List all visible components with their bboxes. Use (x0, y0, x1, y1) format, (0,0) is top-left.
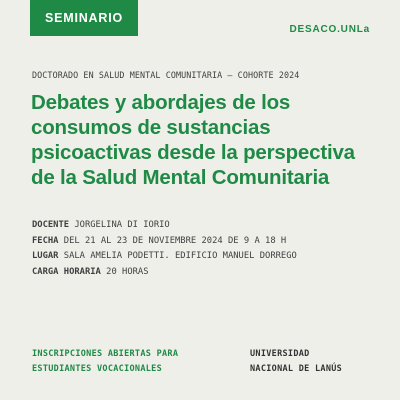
detail-value: 20 HORAS (106, 266, 149, 277)
detail-row-carga-horaria (32, 265, 372, 281)
university-line: NACIONAL DE LANÚS (250, 364, 343, 374)
seminar-tag: SEMINARIO (30, 0, 138, 36)
brand-name: DESACO.UNLa (289, 24, 370, 35)
detail-row-docente (32, 218, 372, 234)
detail-label: LUGAR (32, 251, 59, 261)
seminar-title: Debates y abordajes de los consumos de sustancias psicoactivas desde la perspectiva de la Salud Mental Comunitaria (31, 91, 355, 189)
detail-label: FECHA (32, 235, 59, 246)
university-name (250, 347, 380, 377)
program-line: DOCTORADO EN SALUD MENTAL COMUNITARIA — COHORTE 2024 (32, 70, 300, 80)
detail-value: DEL 21 AL 23 DE NOVIEMBRE 2024 DE 9 A 18 H (63, 235, 287, 246)
detail-value: JORGELINA DI IORIO (74, 220, 170, 230)
details-block (32, 218, 372, 280)
university-line: UNIVERSIDAD (250, 349, 310, 359)
detail-row-lugar (32, 249, 372, 265)
detail-label: DOCENTE (32, 220, 70, 230)
enrollment-line: INSCRIPCIONES ABIERTAS PARA (32, 349, 179, 359)
enrollment-notice (32, 347, 232, 377)
enrollment-line: ESTUDIANTES VOCACIONALES (32, 364, 163, 374)
detail-value: SALA AMELIA PODETTI. EDIFICIO MANUEL DORREGO (63, 251, 297, 261)
detail-row-fecha (32, 234, 372, 250)
detail-label: CARGA HORARIA (32, 266, 101, 277)
